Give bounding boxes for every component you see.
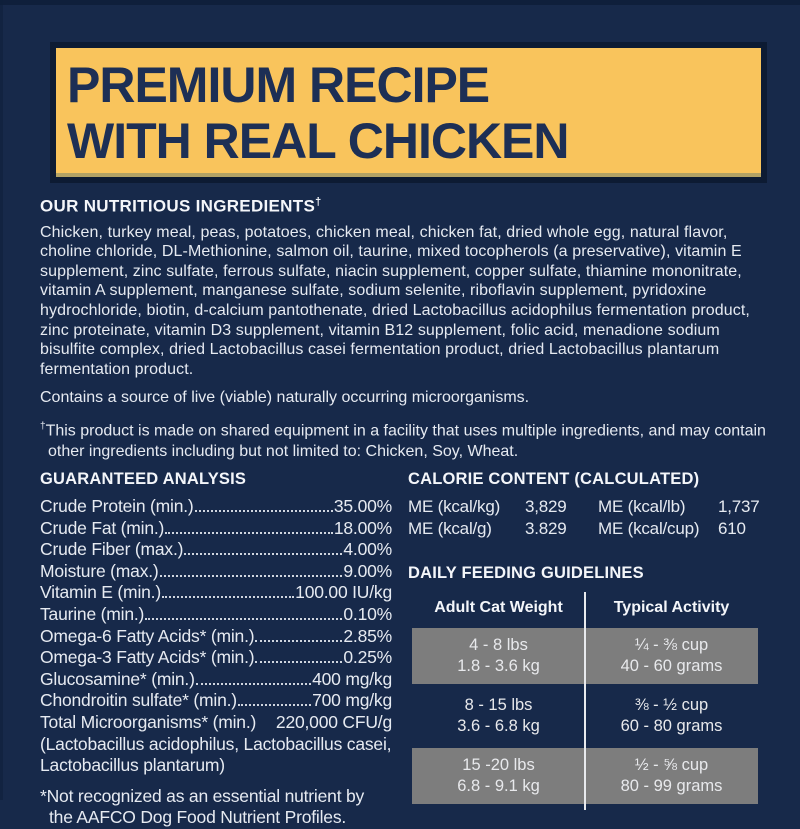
right-column <box>408 470 772 804</box>
ingredients-section <box>40 196 772 463</box>
weight-metric: 3.6 - 6.8 kg <box>457 717 540 735</box>
feeding-guidelines-heading: DAILY FEEDING GUIDELINES <box>408 564 644 582</box>
amount-grams: 60 - 80 grams <box>620 717 723 735</box>
amount-cell <box>585 755 758 797</box>
dot-leader <box>160 575 343 577</box>
dot-leader <box>255 640 342 642</box>
analysis-value: 220,000 CFU/g <box>275 711 392 732</box>
analysis-value: 2.85% <box>343 625 392 646</box>
analysis-row <box>40 690 392 712</box>
column-header-activity: Typical Activity <box>613 599 730 616</box>
calorie-value: 1,737 <box>718 497 760 516</box>
analysis-label: Total Microorganisms* (min.) <box>40 711 257 732</box>
dot-leader <box>162 596 294 598</box>
column-header-weight: Adult Cat Weight <box>434 599 563 616</box>
calorie-label: ME (kcal/kg) <box>408 497 501 516</box>
weight-imperial: 4 - 8 lbs <box>469 636 528 654</box>
weight-cell <box>412 695 585 737</box>
analysis-row <box>40 518 392 540</box>
amount-cups: ⅜ - ½ cup <box>634 696 709 714</box>
analysis-row <box>40 604 392 626</box>
aafco-footnote: *Not recognized as an essential nutrient by the AAFCO Dog Food Nutrient Profiles. <box>40 785 365 828</box>
microorganisms-note: Contains a source of live (viable) naturally occurring microorganisms. <box>40 389 530 407</box>
ingredients-heading-text: OUR NUTRITIOUS INGREDIENTS <box>40 196 316 216</box>
weight-metric: 6.8 - 9.1 kg <box>457 777 540 795</box>
calorie-value: 610 <box>718 519 746 538</box>
analysis-value: 0.25% <box>343 647 392 668</box>
dagger-mark: † <box>315 196 322 208</box>
amount-cell <box>585 635 758 677</box>
weight-imperial: 8 - 15 lbs <box>464 696 533 714</box>
analysis-label: Glucosamine* (min.) <box>40 668 195 689</box>
analysis-row <box>40 561 392 583</box>
guaranteed-analysis-section <box>40 470 392 829</box>
analysis-row <box>40 626 392 648</box>
dagger-mark: † <box>40 421 46 433</box>
analysis-label: Crude Fiber (max.) <box>40 539 184 560</box>
panel-top-edge <box>0 0 800 5</box>
product-banner <box>50 42 767 183</box>
calorie-content-grid <box>408 496 772 540</box>
analysis-row <box>40 669 392 691</box>
guaranteed-analysis-heading: GUARANTEED ANALYSIS <box>40 470 247 488</box>
analysis-value: 9.00% <box>343 560 392 581</box>
analysis-row <box>40 582 392 604</box>
amount-cell <box>585 695 758 737</box>
dot-leader <box>145 618 342 620</box>
analysis-row <box>40 496 392 518</box>
ingredients-list: Chicken, turkey meal, peas, potatoes, chicken meal, chicken fat, dried whole egg, natural flavor, choline chloride, DL-Methionine, salmon oil, taurine, mixed tocopherols (a preservative), vitamin E supplement, zinc sulfate, ferrous sulfate, niacin supplement, copper sulfate, thiamine mononitrate, vitamin A supplement, manganese sulfate, sodium selenite, riboflavin supplement, pyridoxine hydrochloride, biotin, d-calcium pantothenate, dried Lactobacillus acidophilus fermentation product, zinc proteinate, vitamin D3 supplement, vitamin B12 supplement, folic acid, menadione sodium bisulfite complex, dried Lactobacillus casei fermentation product, dried Lactobacillus plantarum fermentation product. <box>40 223 750 378</box>
calorie-value: 3.829 <box>525 519 567 538</box>
dot-leader <box>195 510 333 512</box>
analysis-label: Omega-6 Fatty Acids* (min.) <box>40 625 255 646</box>
shared-equipment-text: This product is made on shared equipment in a facility that uses multiple ingredients, and may contain other ingredients including but not limited to: Chicken, Soy, Wheat. <box>45 422 766 461</box>
dot-leader <box>196 683 311 685</box>
analysis-value: 400 mg/kg <box>312 668 392 689</box>
analysis-value: 4.00% <box>343 539 392 560</box>
dot-leader <box>165 532 333 534</box>
analysis-label: Crude Protein (min.) <box>40 496 194 516</box>
amount-grams: 80 - 99 grams <box>620 777 723 795</box>
table-column-divider <box>584 592 586 810</box>
amount-grams: 40 - 60 grams <box>620 657 723 675</box>
analysis-row <box>40 539 392 561</box>
weight-metric: 1.8 - 3.6 kg <box>457 657 540 675</box>
weight-cell <box>412 635 585 677</box>
calorie-content-heading: CALORIE CONTENT (CALCULATED) <box>408 470 700 488</box>
weight-imperial: 15 -20 lbs <box>462 756 535 774</box>
analysis-value: 18.00% <box>333 517 392 538</box>
analysis-label: Chondroitin sulfate* (min.) <box>40 690 237 711</box>
analysis-value: 0.10% <box>343 603 392 624</box>
analysis-label: Moisture (max.) <box>40 560 159 581</box>
analysis-value: 100.00 IU/kg <box>295 582 392 603</box>
product-title <box>67 57 761 169</box>
ingredients-heading <box>40 196 772 217</box>
analysis-label: Vitamin E (min.) <box>40 582 161 603</box>
panel-left-edge <box>0 0 3 800</box>
dot-leader <box>184 553 342 555</box>
analysis-value: 35.00% <box>333 496 392 516</box>
analysis-row <box>40 647 392 669</box>
guaranteed-analysis-rows <box>40 496 392 777</box>
product-title-line2: WITH REAL CHICKEN <box>67 113 569 169</box>
analysis-label: Taurine (min.) <box>40 603 145 624</box>
microorganisms-species: (Lactobacillus acidophilus, Lactobacillus casei, Lactobacillus plantarum) <box>40 733 392 776</box>
weight-cell <box>412 755 585 797</box>
analysis-label: Omega-3 Fatty Acids* (min.) <box>40 647 255 668</box>
amount-cups: ¼ - ⅜ cup <box>634 636 709 654</box>
calorie-label: ME (kcal/lb) <box>598 497 686 516</box>
analysis-row-total-microorganisms <box>40 712 392 734</box>
product-banner-inner <box>56 48 761 177</box>
calorie-label: ME (kcal/g) <box>408 519 492 538</box>
calorie-label: ME (kcal/cup) <box>598 519 700 538</box>
shared-equipment-note <box>40 417 772 462</box>
amount-cups: ½ - ⅝ cup <box>634 756 709 774</box>
product-title-line1: PREMIUM RECIPE <box>67 57 490 113</box>
feeding-guidelines-table <box>412 592 758 804</box>
dot-leader <box>255 661 342 663</box>
analysis-value: 700 mg/kg <box>312 690 392 711</box>
calorie-value: 3,829 <box>525 497 567 516</box>
dot-leader <box>238 704 311 706</box>
analysis-label: Crude Fat (min.) <box>40 517 165 538</box>
